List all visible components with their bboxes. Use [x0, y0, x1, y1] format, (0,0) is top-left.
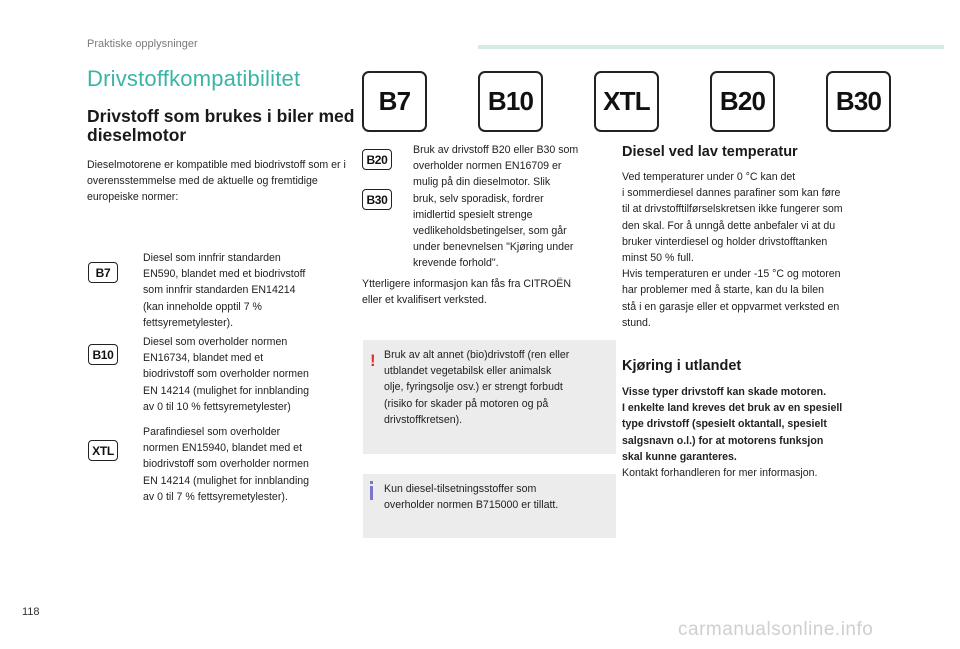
b20-badge-large: B20 — [710, 71, 775, 132]
b30-badge-small: B30 — [362, 189, 392, 210]
warning-icon: ! — [370, 351, 376, 370]
cold-diesel-heading: Diesel ved lav temperatur — [622, 144, 798, 160]
b10-badge-small: B10 — [88, 344, 118, 365]
watermark: carmanualsonline.info — [678, 619, 874, 640]
b10-badge-large: B10 — [478, 71, 543, 132]
header-rule — [478, 45, 944, 49]
info-icon-dot — [370, 481, 373, 484]
b7-badge-large: B7 — [362, 71, 427, 132]
b20-badge-small: B20 — [362, 149, 392, 170]
warning-text: Bruk av alt annet (bio)drivstoff (ren eller utblandet vegetabilsk eller animalsk olje, fyringsolje osv.) er strengt forbudt (risiko for skader på motoren og på drivstoffkretsen). — [384, 349, 570, 426]
b10-description: Diesel som overholder normen EN16734, blandet med et biodrivstoff som overholder normen EN 14214 (mulighet for innblanding av 0 til 10 % fettsyremetylester) — [143, 336, 310, 413]
info-icon — [370, 486, 373, 500]
driving-abroad-heading: Kjøring i utlandet — [622, 358, 742, 374]
section-label: Praktiske opplysninger — [87, 38, 198, 50]
b20-b30-description: Bruk av drivstoff B20 eller B30 som overholder normen EN16709 er mulig på din dieselmotor. Slik bruk, selv sporadisk, fordrer imidlertid spesielt strenge vedlikeholdsbetingelser, som går under benevnelsen "Kjøring under krevende forhold". — [413, 144, 579, 270]
driving-abroad-text: Visse typer drivstoff kan skade motoren. I enkelte land kreves det bruk av en spesiell type drivstoff (spesielt oktantall, spesielt salgsnavn o.l.) for at motorens funksjon skal kunne garanteres. Kontakt forhandleren for mer informasjon. — [622, 386, 843, 480]
xtl-badge-large: XTL — [594, 71, 659, 132]
b7-badge-small: B7 — [88, 262, 118, 283]
b30-badge-large: B30 — [826, 71, 891, 132]
page-title: Drivstoffkompatibilitet — [87, 66, 301, 91]
diesel-fuel-heading: Drivstoff som brukes i biler med dieselmotor — [87, 106, 355, 145]
diesel-intro-text: Dieselmotorene er kompatible med biodrivstoff som er i overensstemmelse med de aktuelle og fremtidige europeiske normer: — [87, 159, 346, 204]
more-info-text: Ytterligere informasjon kan fås fra CITROËN eller et kvalifisert verksted. — [362, 278, 572, 307]
xtl-badge-small: XTL — [88, 440, 118, 461]
xtl-description: Parafindiesel som overholder normen EN15940, blandet med et biodrivstoff som overholder normen EN 14214 (mulighet for innblanding av 0 til 7 % fettsyremetylester). — [143, 426, 310, 503]
page-number: 118 — [22, 606, 40, 618]
cold-diesel-text: Ved temperaturer under 0 °C kan det i sommerdiesel dannes parafiner som kan føre til at drivstofftilførselskretsen ikke fungerer som den skal. For å unngå dette anbefaler vi at du bruker vinterdiesel og holder drivstofftanken minst 50 % full. Hvis temperaturen er under -15 °C og motoren har problemer med å starte, kan du la bilen stå i en garasje eller et oppvarmet verksted en stund. — [622, 171, 843, 329]
b7-description: Diesel som innfrir standarden EN590, blandet med et biodrivstoff som innfrir standarden EN14214 (kan inneholde opptil 7 % fettsyremetylester). — [143, 252, 306, 329]
info-text: Kun diesel-tilsetningsstoffer som overholder normen B715000 er tillatt. — [384, 483, 559, 512]
